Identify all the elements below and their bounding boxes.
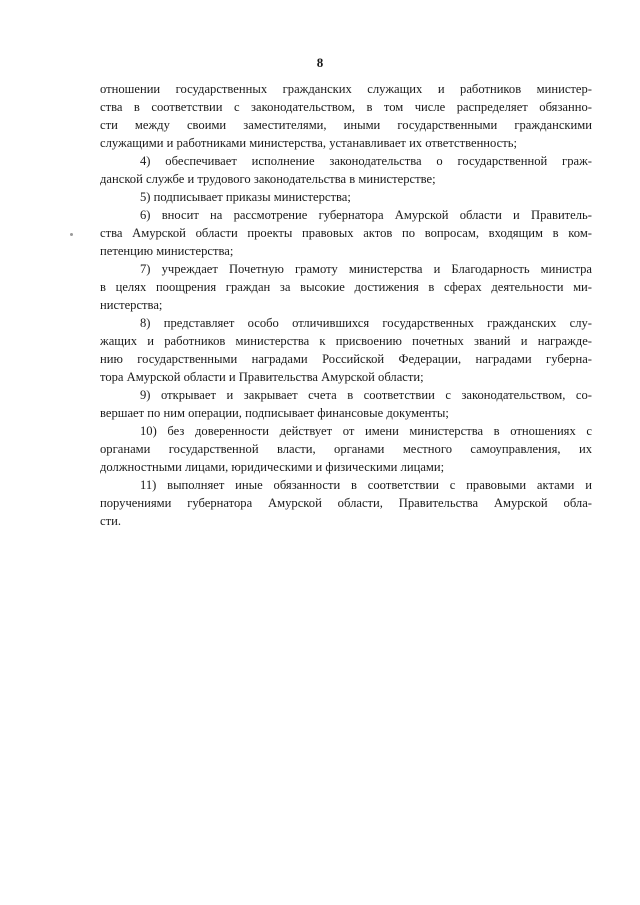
text-line: данской службе и трудового законодательства в министерстве; — [100, 172, 436, 186]
text-line: поручениями губернатора Амурской области, Правительства Амурской обла- — [100, 496, 592, 510]
text-line: 6) вносит на рассмотрение губернатора Амурской области и Правитель- — [140, 208, 592, 222]
text-line: отношении государственных гражданских служащих и работников министер- — [100, 82, 592, 96]
document-body — [100, 80, 592, 530]
text-line: 9) открывает и закрывает счета в соответствии с законодательством, со- — [140, 388, 592, 402]
text-line: нию государственными наградами Российской Федерации, наградами губерна- — [100, 352, 592, 366]
text-line: ства в соответствии с законодательством, в том числе распределяет обязанно- — [100, 100, 592, 114]
text-line: петенцию министерства; — [100, 244, 234, 258]
text-line: вершает по ним операции, подписывает финансовые документы; — [100, 406, 449, 420]
text-line: органами государственной власти, органами местного самоуправления, их — [100, 442, 592, 456]
text-line: 4) обеспечивает исполнение законодательства о государственной граж- — [140, 154, 592, 168]
scan-speck — [70, 233, 73, 236]
page-number: 8 — [316, 55, 324, 70]
text-line: 7) учреждает Почетную грамоту министерства и Благодарность министра — [140, 262, 592, 276]
text-line: 8) представляет особо отличившихся государственных гражданских слу- — [140, 316, 592, 330]
text-line: должностными лицами, юридическими и физическими лицами; — [100, 460, 445, 474]
text-line: нистерства; — [100, 298, 163, 312]
text-line: 11) выполняет иные обязанности в соответствии с правовыми актами и — [140, 478, 592, 492]
text-line: служащими и работниками министерства, устанавливает их ответственность; — [100, 136, 517, 150]
text-line: сти между своими заместителями, иными государственными гражданскими — [100, 118, 592, 132]
text-line: 10) без доверенности действует от имени министерства в отношениях с — [140, 424, 592, 438]
text-line: ства Амурской области проекты правовых актов по вопросам, входящим в ком- — [100, 226, 592, 240]
text-line: жащих и работников министерства к присвоению почетных званий и награжде- — [100, 334, 592, 348]
text-line: сти. — [100, 514, 121, 528]
text-line: 5) подписывает приказы министерства; — [140, 190, 351, 204]
text-line: в целях поощрения граждан за высокие достижения в сферах деятельности ми- — [100, 280, 592, 294]
text-line: тора Амурской области и Правительства Амурской области; — [100, 370, 424, 384]
